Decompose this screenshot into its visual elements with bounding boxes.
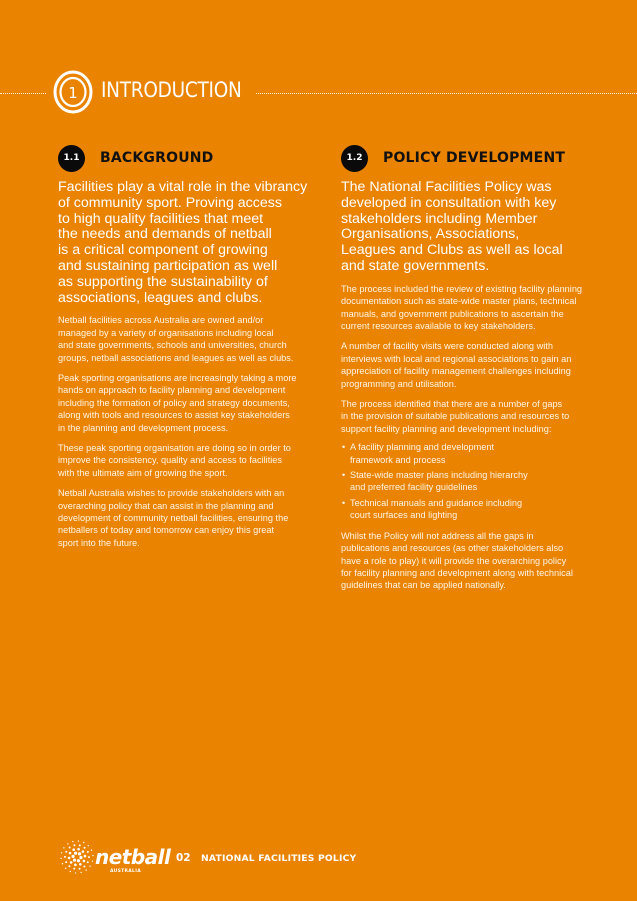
list-line: A facility planning and development xyxy=(350,442,495,453)
chapter-title: INTRODUCTION xyxy=(101,78,242,102)
list-line: State-wide master plans including hierarchy xyxy=(350,470,528,481)
section-heading xyxy=(58,145,320,173)
logo-dot xyxy=(85,869,86,870)
body-paragraph xyxy=(341,340,611,390)
logo-dot xyxy=(88,845,89,846)
lead-line: the needs and demands of netball xyxy=(58,226,272,243)
logo-dot xyxy=(77,848,80,851)
lead-paragraph xyxy=(58,180,320,306)
logo-dot xyxy=(91,850,92,851)
body-line: guidelines that can be applied nationally. xyxy=(341,580,506,591)
logo-dot xyxy=(74,852,77,855)
body-line: These peak sporting organisation are doing so in order to xyxy=(58,443,291,454)
list-line: Technical manuals and guidance including xyxy=(350,497,523,508)
logo-dot xyxy=(88,856,90,858)
chapter-number-circle-icon xyxy=(53,70,93,114)
logo-dot xyxy=(83,842,84,843)
logo-dot xyxy=(89,865,90,866)
list-item xyxy=(341,497,611,522)
lead-line: and sustaining participation as well xyxy=(58,257,278,274)
logo-dot xyxy=(77,859,80,862)
lead-line: The National Facilities Policy was xyxy=(341,179,552,195)
logo-dot xyxy=(68,857,71,860)
list-item xyxy=(341,441,611,466)
logo-dot xyxy=(87,861,89,863)
body-line: have a role to play) it will provide the overarching policy xyxy=(341,555,567,566)
gaps-list xyxy=(341,441,611,521)
body-line: interviews with local and regional associations to gain an xyxy=(341,353,572,364)
body-line: hands on approach to facility planning and development xyxy=(58,385,286,396)
logo-dot xyxy=(80,872,81,873)
body-line: overarching policy that can assist in the planning and xyxy=(58,500,274,511)
body-line: The process identified that there are a number of gaps xyxy=(341,399,563,410)
body-line: netballers of today and tomorrow can enjoy this great xyxy=(58,525,275,536)
body-line: Netball Australia wishes to provide stakeholders with an xyxy=(58,488,285,499)
logo-dot xyxy=(79,844,81,846)
logo-dot xyxy=(84,847,86,849)
section-policy-development xyxy=(341,145,611,592)
dotted-rule-right xyxy=(256,93,637,94)
lead-line: of community sport. Proving access xyxy=(58,194,282,211)
logo-dot xyxy=(69,852,72,855)
body-line: development of community netball facilities, ensuring the xyxy=(58,513,289,524)
section-background xyxy=(58,145,320,549)
closing-paragraph xyxy=(341,530,611,592)
list-item xyxy=(341,469,611,494)
logo-dot xyxy=(65,861,67,863)
lead-line: Facilities play a vital role in the vibrancy xyxy=(58,179,308,195)
logo-dot xyxy=(71,855,74,858)
body-paragraph xyxy=(341,283,611,333)
logo-dot xyxy=(84,855,87,858)
lead-line: Leagues and Clubs as well as local xyxy=(341,242,563,259)
body-line: in the planning and development process. xyxy=(58,422,229,433)
lead-paragraph xyxy=(341,180,611,275)
body-line: A number of facility visits were conducted along with xyxy=(341,341,553,352)
logo-dot xyxy=(74,864,77,867)
body-line: Netball facilities across Australia are owned and/or xyxy=(58,315,264,326)
body-line: in the provision of suitable publications and resources to xyxy=(341,411,570,422)
lead-line: to high quality facilities that meet xyxy=(58,210,264,227)
list-line: court surfaces and lighting xyxy=(350,510,458,521)
bullet-icon: • xyxy=(342,442,346,453)
logo-dot xyxy=(63,847,64,848)
section-number-badge: 1.1 xyxy=(58,145,85,172)
bullet-icon: • xyxy=(342,497,346,508)
logo-dot xyxy=(70,871,71,872)
body-line: and state governments, schools and universities, church xyxy=(58,340,287,351)
body-line: sport into the future. xyxy=(58,537,140,548)
logo-subtitle: AUSTRALIA xyxy=(110,869,141,874)
logo-dot xyxy=(65,868,66,869)
logo-dot xyxy=(79,856,82,859)
page-number: 02 xyxy=(176,852,191,864)
body-line: The process included the review of existing facility planning xyxy=(341,283,583,294)
logo-dot xyxy=(73,844,75,846)
logo-dot xyxy=(65,851,67,853)
lead-line: Organisations, Associations, xyxy=(341,226,520,243)
body-line: Peak sporting organisations are increasingly taking a more xyxy=(58,373,297,383)
section-number-badge: 1.2 xyxy=(341,145,368,172)
body-paragraph xyxy=(341,398,611,435)
section-title: BACKGROUND xyxy=(100,150,214,166)
logo-dot xyxy=(79,868,81,870)
logo-dot xyxy=(64,856,66,858)
body-paragraph xyxy=(58,314,320,364)
body-paragraph xyxy=(58,372,320,434)
logo-dot xyxy=(92,855,93,856)
logo-dot xyxy=(72,848,75,851)
lead-line: as supporting the sustainability of xyxy=(58,273,268,290)
chapter-header xyxy=(0,68,637,118)
logo-dot xyxy=(79,863,82,866)
body-line: including the formation of policy and strategy documents, xyxy=(58,397,290,408)
body-paragraph xyxy=(58,442,320,479)
logo-dot xyxy=(68,865,70,867)
logo-dot xyxy=(87,851,89,853)
bullet-icon: • xyxy=(342,470,346,481)
netball-burst-logo-icon xyxy=(58,838,96,876)
logo-dot xyxy=(75,872,76,873)
list-line: framework and process xyxy=(350,454,446,465)
logo-dot xyxy=(78,852,81,855)
logo-dot xyxy=(60,858,61,859)
chapter-number: 1 xyxy=(68,84,78,102)
body-line: managed by a variety of organisations including local xyxy=(58,327,274,338)
logo-dot xyxy=(92,860,93,861)
section-title: POLICY DEVELOPMENT xyxy=(383,150,566,166)
body-line: appreciation of facility management challenges including xyxy=(341,366,571,377)
body-line: manuals, and government publications to ascertain the xyxy=(341,308,564,319)
logo-dot xyxy=(72,841,73,842)
logo-dot xyxy=(62,863,63,864)
list-line: and preferred facility guidelines xyxy=(350,482,478,493)
body-paragraph xyxy=(58,487,320,549)
logo-dot xyxy=(73,859,76,862)
body-line: Whilst the Policy will not address all the gaps in xyxy=(341,530,534,541)
section-heading xyxy=(341,145,611,173)
logo-dot xyxy=(61,852,62,853)
body-line: groups, netball associations and leagues as well as clubs. xyxy=(58,352,294,363)
logo-dot xyxy=(78,840,79,841)
body-line: current resources available to key stakeholders. xyxy=(341,321,536,331)
body-line: for facility planning and development along with technical xyxy=(341,567,573,578)
lead-line: is a critical component of growing xyxy=(58,242,268,259)
lead-line: stakeholders including Member xyxy=(341,210,538,227)
logo-dot xyxy=(67,843,68,844)
dotted-rule-left xyxy=(0,93,46,94)
lead-line: and state governments. xyxy=(341,257,490,274)
body-line: with the ultimate aim of growing the sport. xyxy=(58,467,228,478)
body-line: support facility planning and development including: xyxy=(341,423,552,434)
body-line: publications and resources (as other stakeholders also xyxy=(341,543,564,554)
document-title: NATIONAL FACILITIES POLICY xyxy=(201,853,357,864)
page-footer xyxy=(58,838,358,878)
logo-dot xyxy=(70,861,73,864)
body-line: along with tools and resources to assist key stakeholders xyxy=(58,410,290,421)
logo-dot xyxy=(83,865,85,867)
logo-dot xyxy=(69,847,71,849)
body-line: documentation such as state-wide master plans, technical xyxy=(341,296,577,307)
lead-line: developed in consultation with key xyxy=(341,194,557,211)
logo-dot xyxy=(73,868,75,870)
body-line: improve the consistency, quality and access to facilities xyxy=(58,455,283,466)
logo-wordmark: netball xyxy=(95,845,171,869)
body-line: programming and utilisation. xyxy=(341,378,457,389)
logo-dot xyxy=(82,850,85,853)
logo-dot xyxy=(83,860,86,863)
lead-line: associations, leagues and clubs. xyxy=(58,289,263,306)
